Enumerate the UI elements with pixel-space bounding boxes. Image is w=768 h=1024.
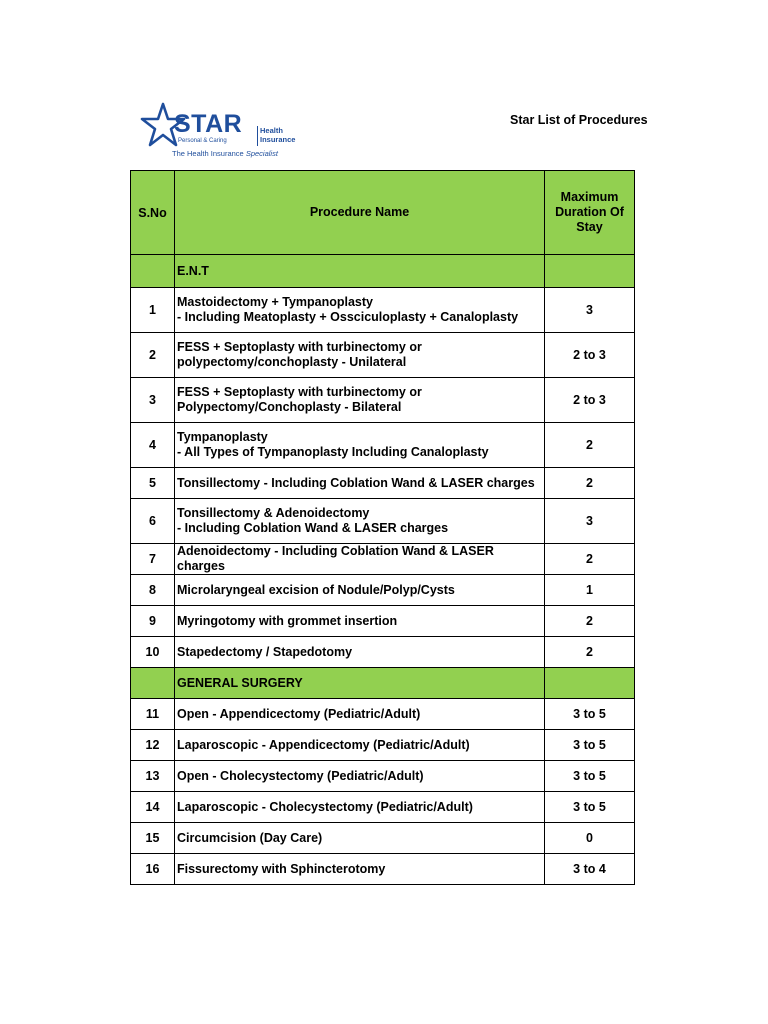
procedure-name-cell: Fissurectomy with Sphincterotomy [175,854,545,885]
section-name: E.N.T [175,255,545,288]
table-row [131,823,635,854]
procedure-name-cell [175,378,545,423]
section-stay-cell [545,668,635,699]
star-health-logo [140,100,310,160]
procedure-name-cell: Circumcision (Day Care) [175,823,545,854]
sno-cell: 6 [131,499,175,544]
sno-cell: 7 [131,544,175,575]
section-row-general-surgery [131,668,635,699]
column-header-sno: S.No [131,171,175,255]
procedure-name-cell: Open - Cholecystectomy (Pediatric/Adult) [175,761,545,792]
table-row [131,606,635,637]
table-row [131,333,635,378]
logo-tagline: Personal & Caring [178,138,227,144]
stay-cell: 3 to 5 [545,730,635,761]
document-title: Star List of Procedures [510,113,648,127]
logo-health-line1: Health [260,126,283,135]
stay-cell: 3 to 5 [545,761,635,792]
procedure-name-cell: Stapedectomy / Stapedotomy [175,637,545,668]
table-row [131,423,635,468]
procedure-name-cell: Microlaryngeal excision of Nodule/Polyp/Cysts [175,575,545,606]
logo-divider [257,126,258,146]
stay-cell: 3 to 5 [545,792,635,823]
sno-cell: 1 [131,288,175,333]
sno-cell: 4 [131,423,175,468]
procedure-name-cell: Tonsillectomy - Including Coblation Wand & LASER charges [175,468,545,499]
sno-cell: 10 [131,637,175,668]
stay-cell: 2 [545,637,635,668]
procedure-line1: Tonsillectomy & Adenoidectomy [177,506,370,520]
table-row [131,288,635,333]
sno-cell: 15 [131,823,175,854]
logo-health-insurance [260,127,295,144]
stay-cell: 2 to 3 [545,333,635,378]
logo-slogan-emphasis: Specialist [245,149,278,158]
table-row [131,761,635,792]
stay-cell: 2 [545,544,635,575]
table-row [131,637,635,668]
sno-cell: 9 [131,606,175,637]
section-sno-cell [131,255,175,288]
procedure-line1: FESS + Septoplasty with turbinectomy or [177,385,422,399]
table-row [131,792,635,823]
table-row [131,544,635,575]
sno-cell: 14 [131,792,175,823]
table-row [131,854,635,885]
table-header-row [131,171,635,255]
logo-slogan-prefix: The Health Insurance [172,149,244,158]
stay-cell: 0 [545,823,635,854]
table-row [131,499,635,544]
section-stay-cell [545,255,635,288]
stay-cell: 3 to 5 [545,699,635,730]
logo-brand-text: STAR [174,110,243,138]
stay-cell: 2 [545,606,635,637]
procedure-line1: FESS + Septoplasty with turbinectomy or [177,340,422,354]
table-row [131,468,635,499]
stay-cell: 1 [545,575,635,606]
procedures-table [130,170,635,885]
table-row [131,575,635,606]
table-row [131,730,635,761]
sno-cell: 3 [131,378,175,423]
section-row-ent [131,255,635,288]
stay-cell: 2 [545,423,635,468]
sno-cell: 11 [131,699,175,730]
table-row [131,378,635,423]
procedure-line1: Mastoidectomy + Tympanoplasty [177,295,373,309]
sno-cell: 8 [131,575,175,606]
table-row [131,699,635,730]
procedure-name-cell: Adenoidectomy - Including Coblation Wand & LASER charges [175,544,545,575]
procedure-name-cell [175,423,545,468]
procedure-line2: - All Types of Tympanoplasty Including Canaloplasty [177,445,489,459]
sno-cell: 13 [131,761,175,792]
procedure-name-cell [175,333,545,378]
procedure-name-cell: Laparoscopic - Cholecystectomy (Pediatric/Adult) [175,792,545,823]
column-header-max-stay: Maximum Duration Of Stay [545,171,635,255]
procedure-name-cell [175,288,545,333]
procedure-line2: - Including Meatoplasty + Ossciculoplasty + Canaloplasty [177,310,519,324]
sno-cell: 5 [131,468,175,499]
procedure-name-cell: Open - Appendicectomy (Pediatric/Adult) [175,699,545,730]
stay-cell: 3 [545,288,635,333]
stay-cell: 3 to 4 [545,854,635,885]
sno-cell: 16 [131,854,175,885]
column-header-procedure-name: Procedure Name [175,171,545,255]
procedure-line1: Tympanoplasty [177,430,268,444]
sno-cell: 12 [131,730,175,761]
procedure-line2: polypectomy/conchoplasty - Unilateral [177,355,407,369]
section-name: GENERAL SURGERY [175,668,545,699]
logo-slogan [172,149,278,158]
logo-health-line2: Insurance [260,134,296,144]
procedure-name-cell: Myringotomy with grommet insertion [175,606,545,637]
procedure-line2: - Including Coblation Wand & LASER charges [177,521,449,535]
procedure-name-cell: Laparoscopic - Appendicectomy (Pediatric/Adult) [175,730,545,761]
stay-cell: 2 [545,468,635,499]
section-sno-cell [131,668,175,699]
procedure-line2: Polypectomy/Conchoplasty - Bilateral [177,400,402,414]
stay-cell: 2 to 3 [545,378,635,423]
sno-cell: 2 [131,333,175,378]
procedure-name-cell [175,499,545,544]
stay-cell: 3 [545,499,635,544]
